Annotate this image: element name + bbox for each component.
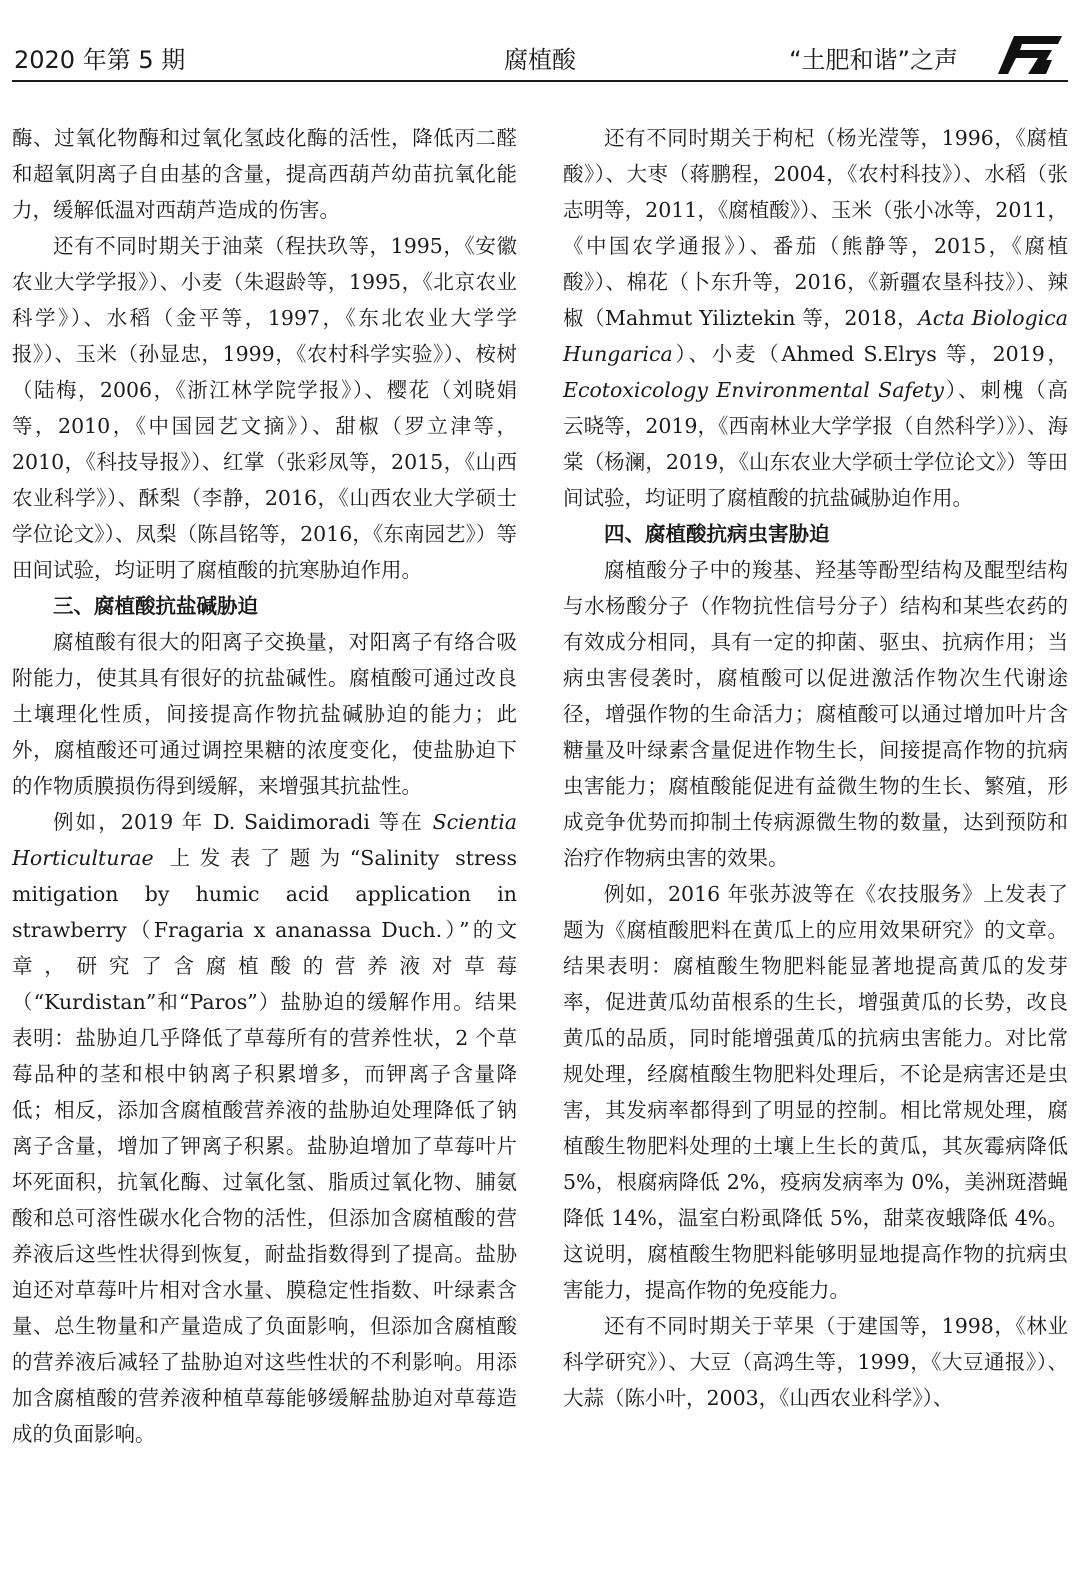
header-divider	[12, 80, 1068, 82]
text-run: 上发表了题为“Salinity stress mitigation by humic acid application in strawberry（Fragaria x ananassa Duch.）”的文章，研究了含腐植酸的营养液对草莓（“Kurdistan”和“Paros”）盐胁迫的缓解作用。结果表明：盐胁迫几乎降低了草莓所有的营养性状，2 个草莓品种的茎和根中钠离子积累增多，而钾离子含量降低；相反，添加含腐植酸营养液的盐胁迫处理降低了钠离子含量，增加了钾离子积累。盐胁迫增加了草莓叶片坏死面积，抗氧化酶、过氧化氢、脂质过氧化物、脯氨酸和总可溶性碳水化合物的活性，但添加含腐植酸的营养液后这些性状得到恢复，耐盐指数得到了提高。盐胁迫还对草莓叶片相对含水量、膜稳定性指数、叶绿素含量、总生物量和产量造成了负面影响，但添加含腐植酸的营养液后减轻了盐胁迫对这些性状的不利影响。用添加含腐植酸的营养液种植草莓能够缓解盐胁迫对草莓造成的负面影响。	[12, 846, 517, 1446]
paragraph: 腐植酸分子中的羧基、羟基等酚型结构及醌型结构与水杨酸分子（作物抗性信号分子）结构和某些农药的有效成分相同，具有一定的抑菌、驱虫、抗病作用；当病虫害侵袭时，腐植酸可以促进激活作物次生代谢途径，增强作物的生命活力；腐植酸可以通过增加叶片含糖量及叶绿素含量促进作物生长，间接提高作物的抗病虫害能力；腐植酸能促进有益微生物的生长、繁殖，形成竞争优势而抑制土传病源微生物的数量，达到预防和治疗作物病虫害的效果。	[563, 558, 1068, 870]
paragraph: 酶、过氧化物酶和过氧化氢歧化酶的活性，降低丙二醛和超氧阴离子自由基的含量，提高西葫芦幼苗抗氧化能力，缓解低温对西葫芦造成的伤害。	[12, 126, 517, 222]
journal-name: 腐植酸	[504, 46, 576, 74]
text-run: 例如，2019 年 D. Saidimoradi 等在	[53, 810, 433, 834]
paragraph: 例如，2016 年张苏波等在《农技服务》上发表了题为《腐植酸肥料在黄瓜上的应用效果研究》的文章。结果表明：腐植酸生物肥料能显著地提高黄瓜的发芽率，促进黄瓜幼苗根系的生长，增强黄瓜的长势，改良黄瓜的品质，同时能增强黄瓜的抗病虫害能力。对比常规处理，经腐植酸生物肥料处理后，不论是病害还是虫害，其发病率都得到了明显的控制。相比常规处理，腐植酸生物肥料处理的土壤上生长的黄瓜，其灰霉病降低 5%，根腐病降低 2%，疫病发病率为 0%，美洲斑潜蝇降低 14%，温室白粉虱降低 5%，甜菜夜蛾降低 4%。这说明，腐植酸生物肥料能够明显地提高作物的抗病虫害能力，提高作物的免疫能力。	[563, 882, 1068, 1302]
section-heading: 三、腐植酸抗盐碱胁迫	[53, 594, 258, 618]
left-column	[12, 120, 517, 1452]
journal-title: Scientia Horticulturae	[12, 810, 517, 870]
column-title: “土肥和谐”之声	[789, 46, 958, 74]
text-run: ）、小麦（Ahmed S.Elrys 等，2019，	[672, 342, 1068, 366]
journal-title: Ecotoxicology Environmental Safety	[563, 378, 944, 402]
text-run: 还有不同时期关于枸杞（杨光滢等，1996，《腐植酸》）、大枣（蒋鹏程，2004，《农村科技》）、水稻（张志明等，2011，《腐植酸》）、玉米（张小冰等，2011，《中国农学通报》）、番茄（熊静等，2015，《腐植酸》）、棉花（卜东升等，2016，《新疆农垦科技》）、辣椒（Mahmut Yiliztekin 等，2018，	[563, 126, 1068, 330]
issue-label: 2020 年第 5 期	[14, 46, 186, 74]
paragraph: 还有不同时期关于苹果（于建国等，1998，《林业科学研究》）、大豆（高鸿生等，1999，《大豆通报》）、大蒜（陈小叶，2003，《山西农业科学》）、	[563, 1314, 1068, 1410]
journal-logo-icon	[992, 30, 1068, 78]
paragraph: 腐植酸有很大的阳离子交换量，对阳离子有络合吸附能力，使其具有很好的抗盐碱性。腐植酸可通过改良土壤理化性质，间接提高作物抗盐碱胁迫的能力；此外，腐植酸还可通过调控果糖的浓度变化，使盐胁迫下的作物质膜损伤得到缓解，来增强其抗盐性。	[12, 630, 517, 798]
page-header	[12, 28, 1068, 80]
paragraph: 还有不同时期关于油菜（程扶玖等，1995，《安徽农业大学学报》）、小麦（朱遐龄等，1995，《北京农业科学》）、水稻（金平等，1997，《东北农业大学学报》）、玉米（孙显忠，1999，《农村科学实验》）、桉树（陆梅，2006，《浙江林学院学报》）、樱花（刘晓娟等，2010，《中国园艺文摘》）、甜椒（罗立津等，2010，《科技导报》）、红掌（张彩凤等，2015，《山西农业科学》）、酥梨（李静，2016，《山西农业大学硕士学位论文》）、凤梨（陈昌铭等，2016，《东南园艺》）等田间试验，均证明了腐植酸的抗寒胁迫作用。	[12, 234, 517, 582]
journal-title: Acta Biologica Hungarica	[563, 306, 1068, 366]
text-run: ）、刺槐（高云晓等，2019，《西南林业大学学报（自然科学）》）、海棠（杨澜，2019，《山东农业大学硕士学位论文》）等田间试验，均证明了腐植酸的抗盐碱胁迫作用。	[563, 378, 1068, 510]
paragraph	[563, 120, 1068, 516]
paragraph	[12, 804, 517, 1452]
right-column	[563, 120, 1068, 1416]
section-heading: 四、腐植酸抗病虫害胁迫	[604, 522, 830, 546]
